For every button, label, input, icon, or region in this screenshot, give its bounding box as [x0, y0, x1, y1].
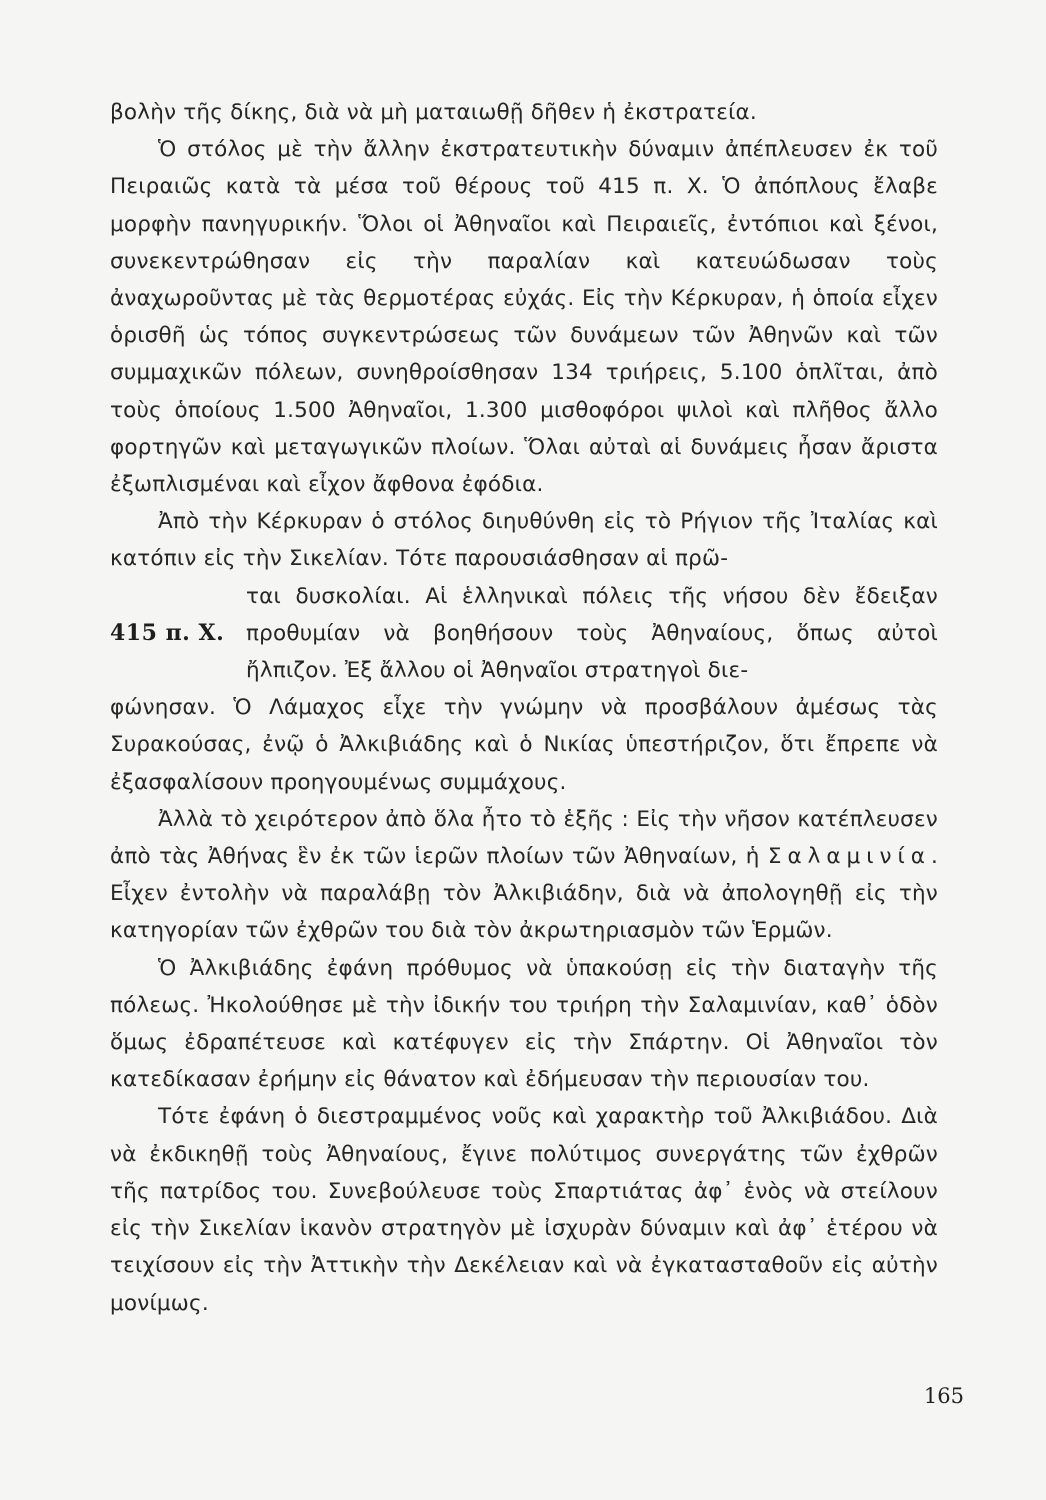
- paragraph-6: Τότε ἐφάνη ὁ διεστραμμένος νοῦς καὶ χαρακτὴρ τοῦ Ἀλκιβιάδου. Διὰ νὰ ἐκδικηθῇ τοὺς Ἀθηναίους, ἔγινε πολύτιμος συνεργάτης τῶν ἐχθρῶν τῆς πατρίδος του. Συνεβούλευσε τοὺς Σπαρτιάτας ἀφ᾽ ἑνὸς νὰ στείλουν εἰς τὴν Σικελίαν ἱκανὸν στρατηγὸν μὲ ἰσχυρὰν δύναμιν καὶ ἀφ᾽ ἑτέρου νὰ τειχίσουν εἰς τὴν Ἀττικὴν τὴν Δεκέλειαν καὶ νὰ ἐγκατασταθοῦν εἰς αὐτὴν μονίμως.: [110, 1104, 938, 1316]
- ship-name: Σαλαμινία: [767, 844, 931, 870]
- paragraph-4: [110, 801, 938, 950]
- paragraph-4-start: Ἀλλὰ τὸ χειρότερον ἀπὸ ὅλα ἦτο τὸ ἑξῆς : Εἰς τὴν νῆσον κατέπλευσεν ἀπὸ τὰς Ἀθήνας ἓν ἐκ τῶν ἱερῶν πλοίων τῶν Ἀθηναίων, ἡ: [110, 806, 938, 870]
- paragraph-1: βολὴν τῆς δίκης, διὰ νὰ μὴ ματαιωθῇ δῆθεν ἡ ἐκστρατεία.: [110, 100, 757, 125]
- margin-date-note: 415 π. Χ.: [110, 619, 225, 646]
- paragraph-3-end: φώνησαν. Ὁ Λάμαχος εἶχε τὴν γνώμην νὰ προσβάλουν ἀμέσως τὰς Συρακούσας, ἐνῷ ὁ Ἀλκιβιάδης καὶ ὁ Νικίας ὑπεστήριζον, ὅτι ἔπρεπε νὰ ἐξασφαλίσουν προηγουμένως συμμάχους.: [110, 695, 938, 795]
- paragraph-2: Ὁ στόλος μὲ τὴν ἄλλην ἐκστρατευτικὴν δύναμιν ἀπέπλευσεν ἐκ τοῦ Πειραιῶς κατὰ τὰ μέσα τοῦ θέρους τοῦ 415 π. Χ. Ὁ ἀπόπλους ἔλαβε μορφὴν πανηγυρικήν. Ὅλοι οἱ Ἀθηναῖοι καὶ Πειραιεῖς, ἐντόπιοι καὶ ξένοι, συνεκεντρώθησαν εἰς τὴν παραλίαν καὶ κατευώδωσαν τοὺς ἀναχωροῦντας μὲ τὰς θερμοτέρας εὐχάς. Εἰς τὴν Κέρκυραν, ἡ ὁποία εἶχεν ὁρισθῆ ὡς τόπος συγκεντρώσεως τῶν δυνάμεων τῶν Ἀθηνῶν καὶ τῶν συμμαχικῶν πόλεων, συνηθροίσθησαν 134 τριήρεις, 5.100 ὁπλῖται, ἀπὸ τοὺς ὁποίους 1.500 Ἀθηναῖοι, 1.300 μισθοφόροι ψιλοὶ καὶ πλῆθος ἄλλο φορτηγῶν καὶ μεταγωγικῶν πλοίων. Ὅλαι αὐταὶ αἱ δυνάμεις ἦσαν ἄριστα ἐξωπλισμέναι καὶ εἶχον ἄφθονα ἐφόδια.: [110, 137, 938, 498]
- paragraph-5: Ὁ Ἀλκιβιάδης ἐφάνη πρόθυμος νὰ ὑπακούσῃ εἰς τὴν διαταγὴν τῆς πόλεως. Ἠκολούθησε μὲ τὴν ἰδικήν του τριήρη τὴν Σαλαμινίαν, καθ᾽ ὁδὸν ὅμως ἐδραπέτευσε καὶ κατέφυγεν εἰς τὴν Σπάρτην. Οἱ Ἀθηναῖοι τὸν κατεδίκασαν ἐρήμην εἰς θάνατον καὶ ἐδήμευσαν τὴν περιουσίαν του.: [110, 955, 938, 1093]
- paragraph-3-side: ται δυσκολίαι. Αἱ ἑλληνικαὶ πόλεις τῆς νήσου δὲν ἔδειξαν προθυμίαν νὰ βοηθήσουν τοὺς Ἀθηναίους, ὅπως αὐτοὶ ἤλπιζον. Ἐξ ἄλλου οἱ Ἀθηναῖοι στρατηγοὶ διε-: [246, 583, 938, 684]
- paragraph-3-start: Ἀπὸ τὴν Κέρκυραν ὁ στόλος διηυθύνθη εἰς τὸ Ρήγιον τῆς Ἰταλίας καὶ κατόπιν εἰς τὴν Σικελίαν. Τότε παρουσιάσθησαν αἱ πρῶ-: [110, 509, 938, 572]
- paragraph-4-end: . Εἶχεν ἐντολὴν νὰ παραλάβῃ τὸν Ἀλκιβιάδην, διὰ νὰ ἀπολογηθῇ εἰς τὴν κατηγορίαν τῶν ἐχθρῶν του διὰ τὸν ἀκρωτηριασμὸν τῶν Ἑρμῶν.: [110, 844, 938, 944]
- page-number: 165: [923, 1384, 964, 1408]
- body-text: [110, 94, 938, 1322]
- sidenote-block: [110, 578, 938, 690]
